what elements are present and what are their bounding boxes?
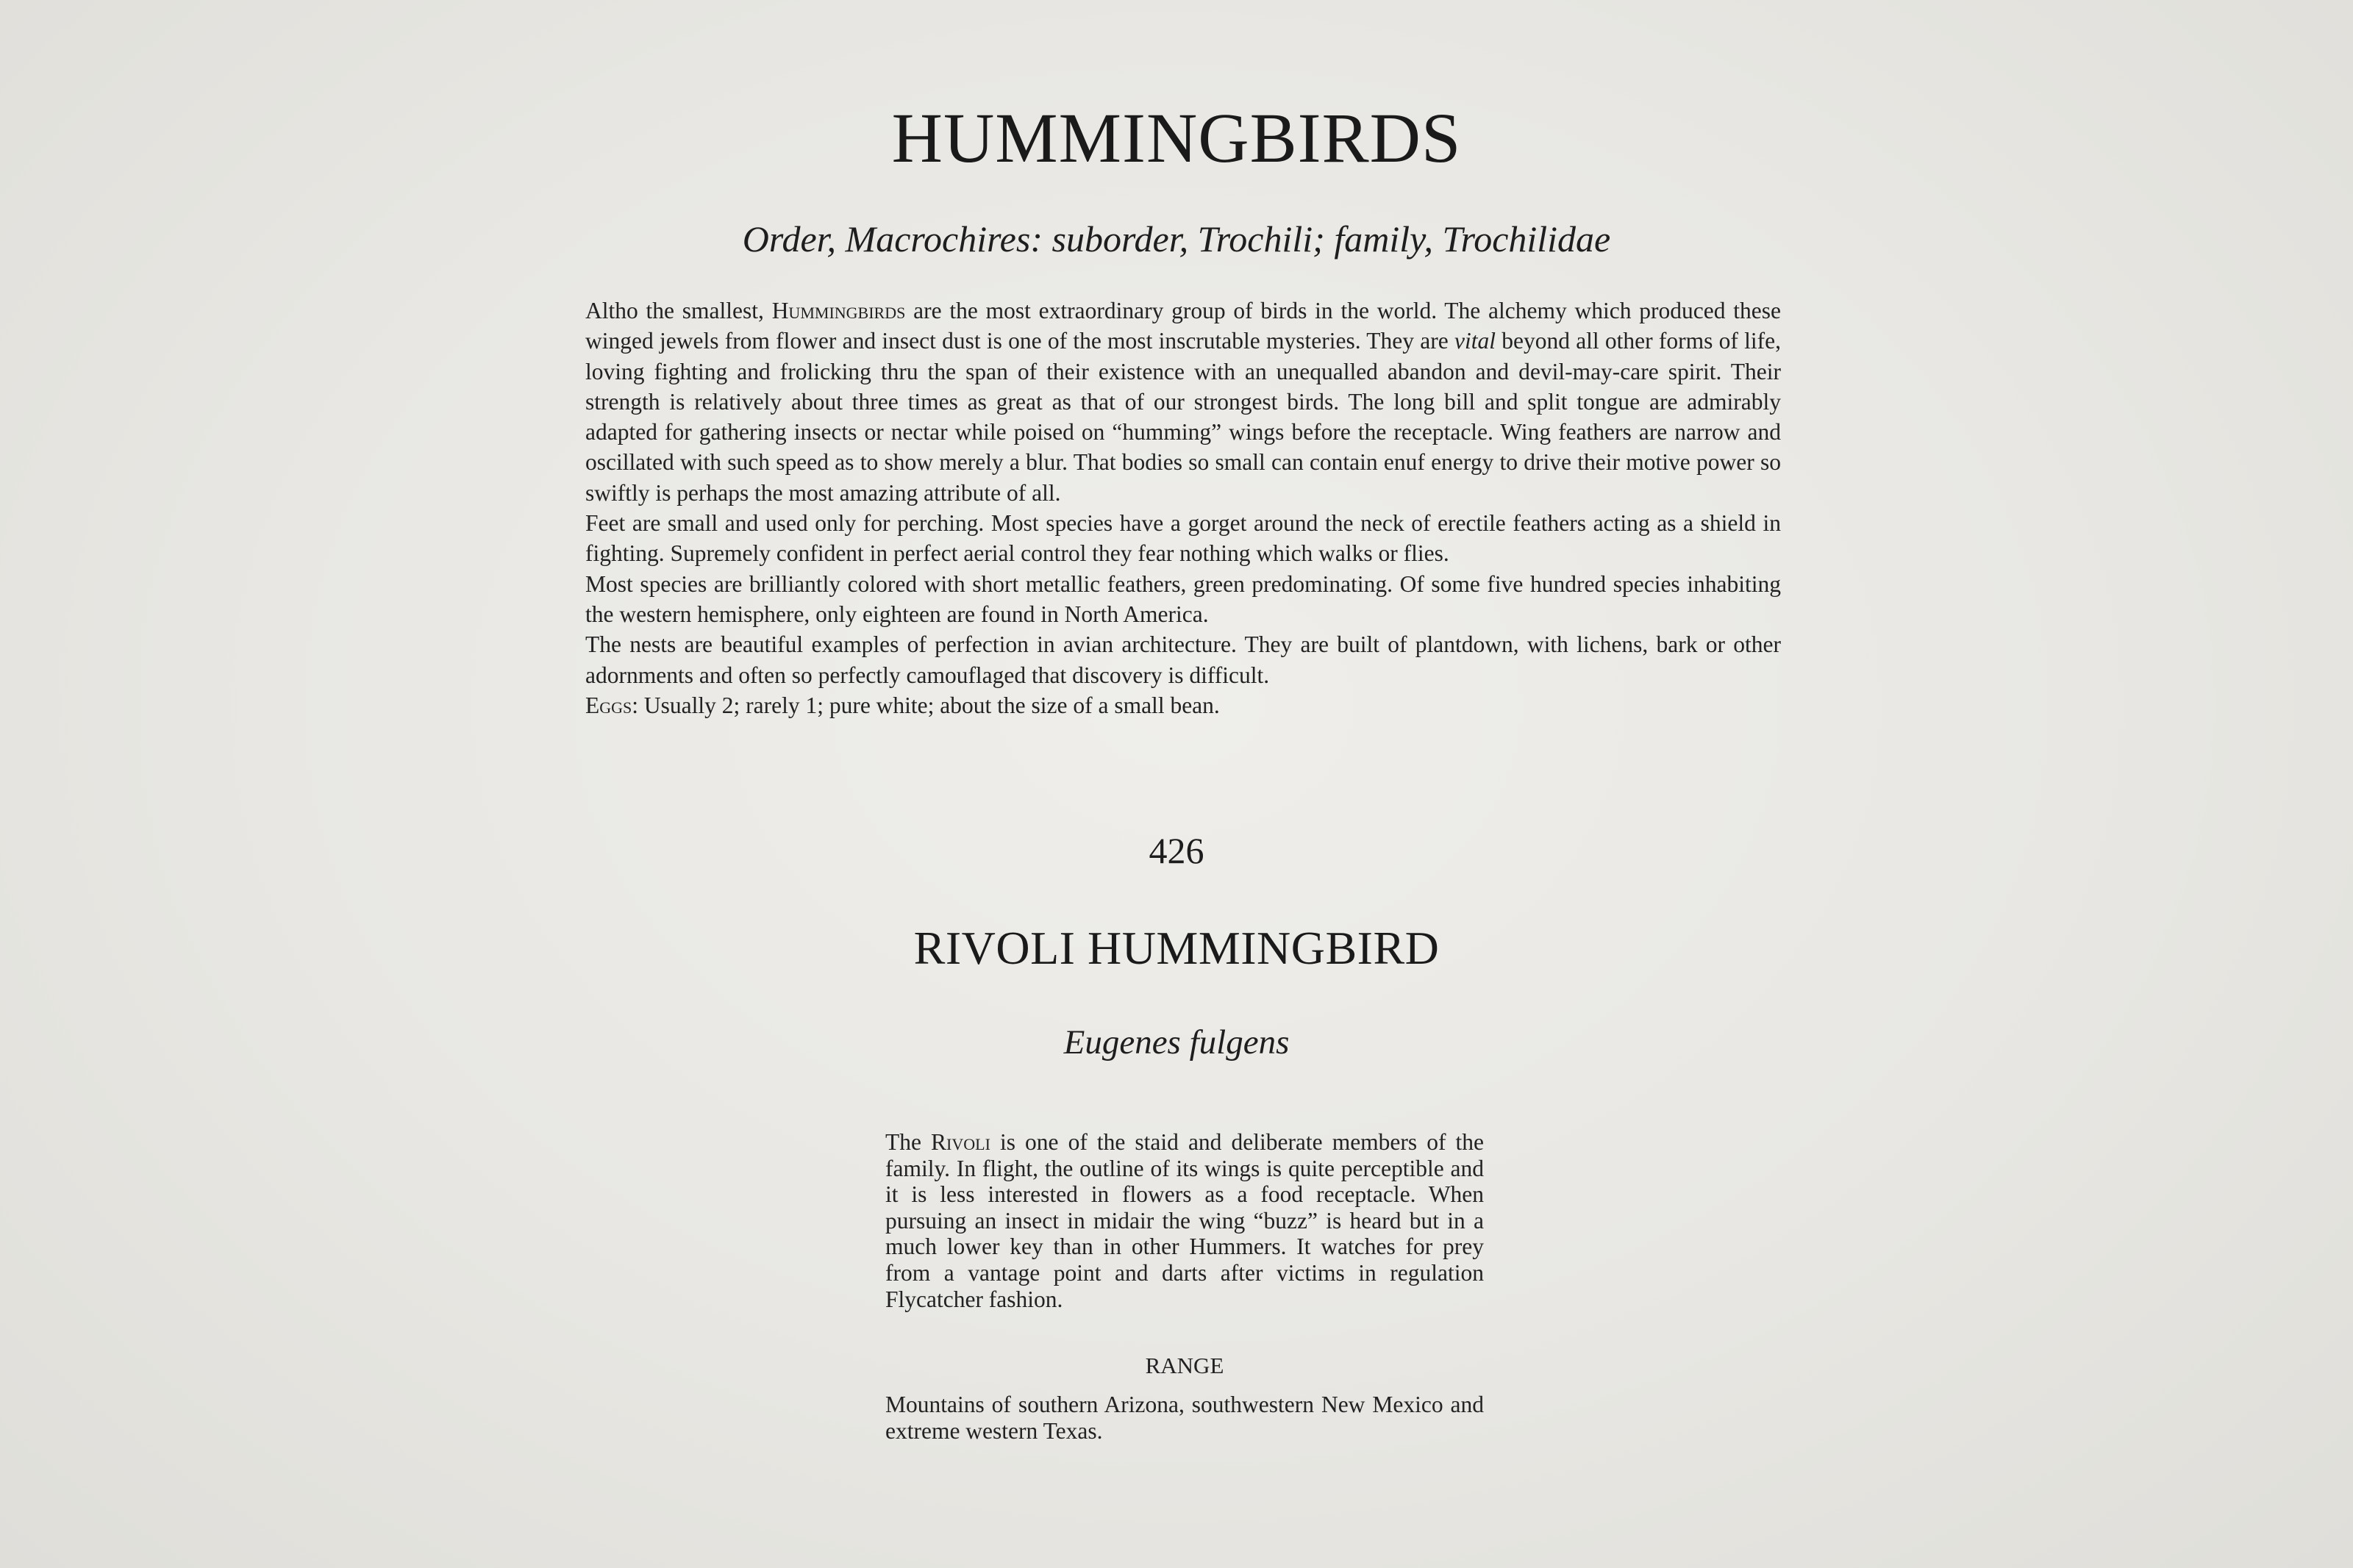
page-title: HUMMINGBIRDS xyxy=(891,99,1462,177)
range-text: Mountains of southern Arizona, southwestern New Mexico and extreme western Texas. xyxy=(885,1392,1484,1444)
intro-paragraph-3: Most species are brilliantly colored with short metallic feathers, green predominating. Of some five hundred species inhabiting the western hemisphere, only eighteen are found in North America. xyxy=(585,570,1781,627)
species-description-paragraph xyxy=(885,1129,1484,1312)
desc-body: is one of the staid and deliberate members of the family. In flight, the outline of its wings is quite perceptible and it is less interested in flowers as a food receptacle. When pursuing an insect in midair the wing “buzz” is heard but in a much lower key than in other Hummers. It watches for prey from a vantage point and darts after victims in regulation Flycatcher fashion. xyxy=(885,1129,1484,1312)
eggs-label: Eggs xyxy=(585,692,632,718)
family-introduction xyxy=(585,296,1781,720)
intro-p1-end: beyond all other forms of life, loving fighting and frolicking thru the span of their existence with an unequalled abandon and devil-may-care spirit. Their strength is relatively about three times as great as that of our strongest birds. The long bill and split tongue are admirably adapted for gathering insects or nectar while poised on “humming” wings before the receptacle. Wing feathers are narrow and oscillated with such speed as to show merely a blur. That bodies so small can contain enuf energy to drive their motive power so swiftly is perhaps the most amazing attribute of all. xyxy=(585,328,1781,506)
intro-p1-emphasis: vital xyxy=(1454,328,1496,354)
species-common-name: RIVOLI HUMMINGBIRD xyxy=(913,922,1440,974)
species-scientific-name: Eugenes fulgens xyxy=(1063,1023,1290,1062)
range-heading: RANGE xyxy=(1145,1353,1224,1378)
family-classification: Order, Macrochires: suborder, Trochili; family, Trochilidae xyxy=(742,218,1611,259)
species-description xyxy=(885,1129,1484,1312)
desc-start: The xyxy=(885,1129,932,1155)
intro-p1-middle: are the most extraordinary group of birds in the world. The alchemy which produced these winged jewels from flower and insect dust is one of the most inscrutable mysteries. They are xyxy=(585,298,1781,354)
desc-smallcaps: Rivoli xyxy=(931,1129,990,1155)
eggs-text: : Usually 2; rarely 1; pure white; about the size of a small bean. xyxy=(632,692,1220,718)
species-number: 426 xyxy=(1149,830,1204,871)
intro-paragraph-2: Feet are small and used only for perching. Most species have a gorget around the neck of erectile feathers acting as a shield in fighting. Supremely confident in perfect aerial control they fear nothing which walks or flies. xyxy=(585,510,1781,567)
intro-p1-smallcaps: Hummingbirds xyxy=(771,298,906,323)
eggs-line xyxy=(585,690,1781,720)
intro-paragraph-4: The nests are beautiful examples of perfection in avian architecture. They are built of plantdown, with lichens, bark or other adornments and often so perfectly camouflaged that discovery is difficult. xyxy=(585,631,1781,688)
intro-p1-start: Altho the smallest, xyxy=(585,298,772,323)
intro-paragraph-1 xyxy=(585,296,1781,508)
